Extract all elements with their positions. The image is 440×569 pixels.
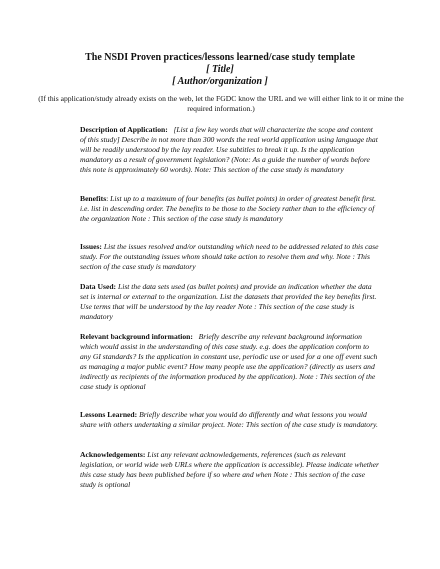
- section-background: [80, 332, 380, 392]
- section-acknowledgements: [80, 450, 380, 490]
- title-placeholder: [ Title]: [206, 64, 234, 75]
- section-body: List any relevant acknowledgements, references (such as relevant legislation, or world wide web URLs where the application is accessible). Please indicate whether this case study has been published before if so where and when Note : This section of the case study is optional: [80, 450, 379, 489]
- section-label: Issues:: [80, 242, 102, 251]
- section-issues: [80, 242, 380, 272]
- intro-note: (If this application/study already exists on the web, let the FGDC know the URL and we will either link to it or mine the required information.): [38, 94, 404, 113]
- document-title: The NSDI Proven practices/lessons learned/case study template: [85, 52, 355, 63]
- section-body: [List a few key words that will characterize the scope and content of this study] Describe in not more than 300 words the real world application using language that will be readily understood by the lay reader. Use subtitles to break it up. Is the application mandatory as a result of government legislation? (Note: As a guide the number of words before this note is approximately 60 words). Note: This section of the case study is mandatory: [80, 125, 378, 174]
- section-body: List up to a maximum of four benefits (as bullet points) in order of greatest benefit first. i.e. list in descending order. The benefits to be those to the Society rather than to the efficiency of the organization Note : This section of the case study is mandatory: [80, 194, 377, 223]
- section-data-used: [80, 282, 380, 322]
- section-label: Relevant background information:: [80, 332, 193, 341]
- section-body: List the issues resolved and/or outstanding which need to be addressed related to this case study. For the outstanding issues whom should take action to resolve them and why. Note : This section of the case study is mandatory: [80, 242, 379, 271]
- section-label: Lessons Learned:: [80, 410, 138, 419]
- section-description: [80, 125, 380, 175]
- section-label: Data Used:: [80, 282, 117, 291]
- section-body: Briefly describe any relevant background information which would assist in the understanding of this case study. e.g. does the application conform to any GI standards? Is the application in constant use, periodic use or used for a one off event such as managing a major public event? How many people use the application? (directly as users and indirectly as recipients of the information produced by the application). Note : This section of the case study is optional: [80, 332, 378, 391]
- section-label: Acknowledgements:: [80, 450, 146, 459]
- section-body: Briefly describe what you would do differently and what lessons you would share with others undertaking a similar project. Note: This section of the case study is mandatory.: [80, 410, 378, 429]
- section-benefits: Benefits: List up to a maximum of four benefits (as bullet points) in order of greatest benefit first. i.e. list in descending order. The benefits to be those to the Society rather than to the efficiency of the organization Note : This section of the case study is mandatory: [80, 194, 377, 223]
- section-label: Benefits: [80, 194, 107, 203]
- section-lessons-learned: [80, 410, 380, 430]
- section-body: List the data sets used (as bullet points) and provide an indication whether the data set is internal or external to the organization. List the datasets that provided the key benefits first. Use terms that will be understood by the lay reader Note : This section of the case study is mandatory: [80, 282, 377, 321]
- document-header: [0, 52, 440, 88]
- author-placeholder: [ Author/organization ]: [172, 76, 268, 87]
- section-label: Description of Application:: [80, 125, 168, 134]
